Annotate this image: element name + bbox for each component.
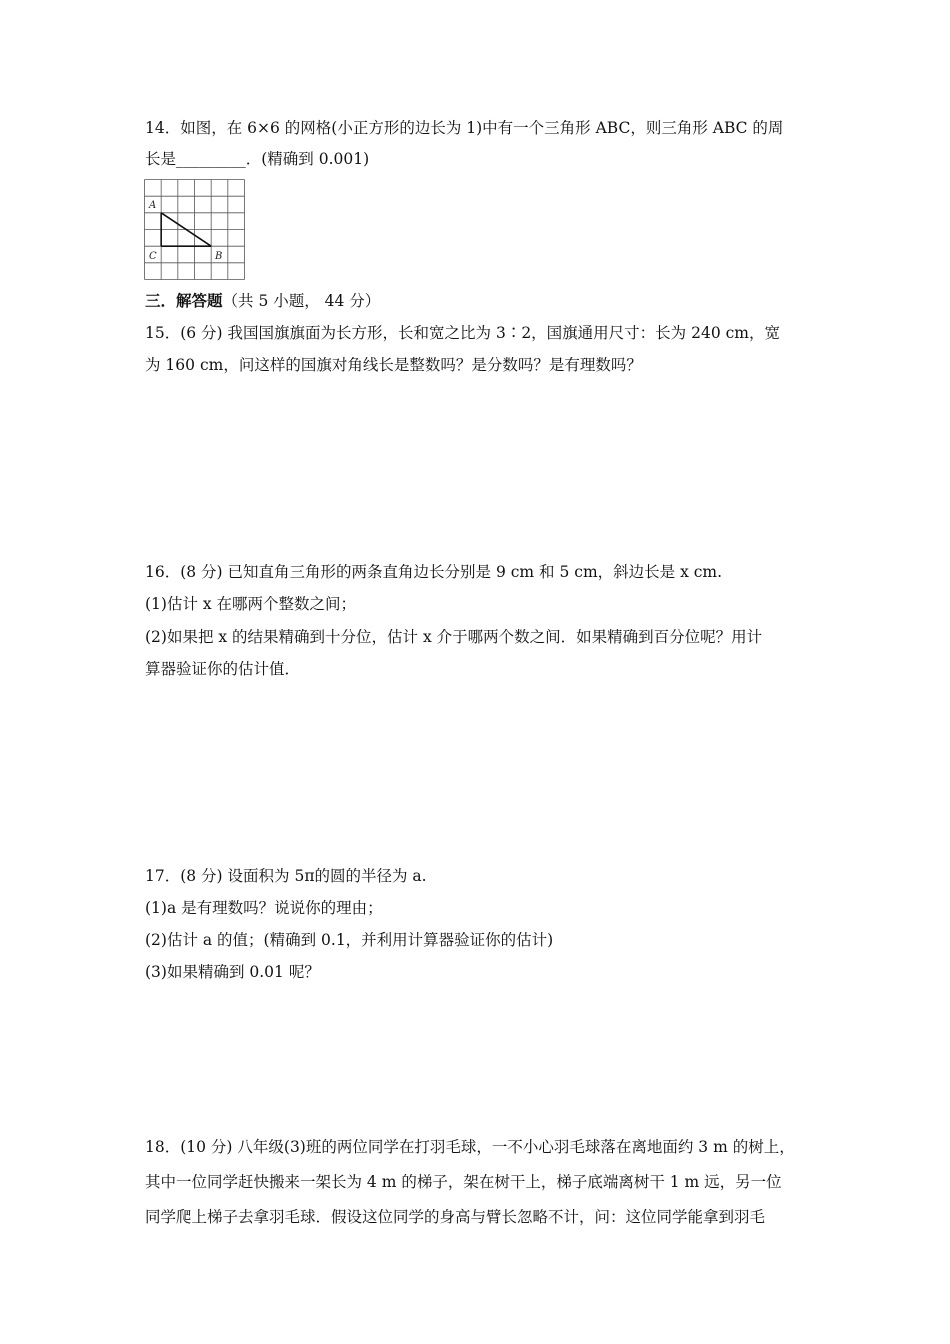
triangle-grid-diagram: [144, 179, 245, 280]
vertex-label-a: A: [149, 200, 157, 211]
q17-text-line4: (3)如果精确到 0.01 呢？: [145, 963, 320, 981]
q17-text-line2: (1)a 是有理数吗？说说你的理由；: [145, 899, 383, 917]
section-detail: （共 5 小题， 44 分）: [222, 292, 381, 310]
q17-text-line3: (2)估计 a 的值；(精确到 0.1，并利用计算器验证你的估计): [145, 931, 554, 949]
q18-text-line3: 同学爬上梯子去拿羽毛球．假设这位同学的身高与臂长忽略不计，问：这位同学能拿到羽毛: [145, 1208, 766, 1226]
q18-text-line2: 其中一位同学赶快搬来一架长为 4 m 的梯子，架在树干上，梯子底端离树干 1 m 远，另一位: [145, 1173, 782, 1191]
q16-text-line1: 16．(8 分) 已知直角三角形的两条直角边长分别是 9 cm 和 5 cm，斜边长是 x cm.: [145, 563, 723, 581]
q16-text-line2: (1)估计 x 在哪两个整数之间；: [145, 595, 357, 613]
q17-text-line1: 17．(8 分) 设面积为 5π的圆的半径为 a.: [145, 867, 427, 885]
q14-grid-figure: [144, 179, 245, 280]
q18-text-line1: 18．(10 分) 八年级(3)班的两位同学在打羽毛球，一不小心羽毛球落在离地面约 3 m 的树上，: [145, 1138, 795, 1156]
vertex-label-c: C: [149, 251, 157, 262]
q14-text-line1: 14．如图，在 6×6 的网格(小正方形的边长为 1)中有一个三角形 ABC，则三角形 ABC 的周: [145, 119, 784, 137]
section-title: 三．解答题: [145, 291, 223, 310]
q14-text-line2: 长是_________．(精确到 0.001): [145, 150, 370, 168]
section-heading: [145, 291, 380, 311]
q16-text-line3: (2)如果把 x 的结果精确到十分位，估计 x 介于哪两个数之间．如果精确到百分位呢？用计: [145, 628, 763, 646]
vertex-label-b: B: [215, 251, 223, 262]
grid-lines: [145, 180, 245, 280]
q16-text-line4: 算器验证你的估计值．: [145, 660, 301, 678]
q15-text-line1: 15．(6 分) 我国国旗旗面为长方形，长和宽之比为 3∶2，国旗通用尺寸：长为 240 cm，宽: [145, 324, 781, 342]
q15-text-line2: 为 160 cm，问这样的国旗对角线长是整数吗？是分数吗？是有理数吗？: [145, 356, 642, 374]
